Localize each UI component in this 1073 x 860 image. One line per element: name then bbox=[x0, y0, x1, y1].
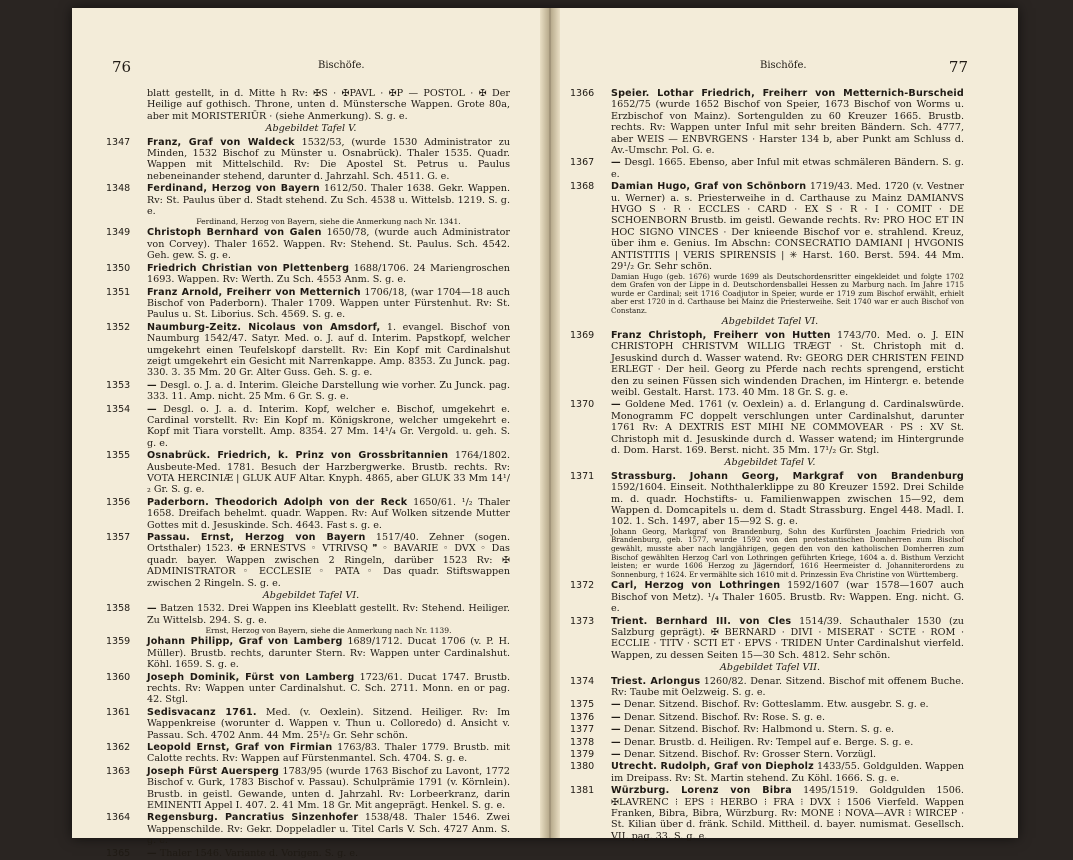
entry-heading: — bbox=[611, 749, 621, 761]
catalog-entry bbox=[106, 532, 510, 589]
entry-description: 1763/83. Thaler 1779. Brustb. mit Calotte rechts. Rv: Wappen auf Fürstenmantel. Sch. 4704. S. g. e. bbox=[147, 741, 510, 765]
entry-heading: Würzburg. Lorenz von Bibra bbox=[611, 785, 792, 797]
entry-heading: Ferdinand, Herzog von Bayern bbox=[147, 183, 320, 195]
entry-heading: — bbox=[147, 603, 157, 615]
running-head: Bischöfe. bbox=[760, 60, 807, 71]
entry-heading: Strassburg. Johann Georg, Markgraf von Brandenburg bbox=[611, 470, 964, 482]
entry-number: 1367 bbox=[570, 157, 595, 169]
entry-description: 1514/39. Schauthaler 1530 (zu Salzburg geprägt). ✠ BERNARD · DIVI · MISERAT · SCTE · ROM · ECCLIE · TITV · SCTI ET · EPVS · TRIDEN Unter Cardinalshut vierfeld. Wappen, zu dessen Seiten 15—30 Sch. 4812. Sehr schön. bbox=[611, 615, 964, 661]
entry-number: 1362 bbox=[106, 741, 131, 753]
catalog-entry bbox=[570, 399, 964, 456]
entry-number: 1369 bbox=[570, 329, 595, 341]
entry-number: 1364 bbox=[106, 812, 131, 824]
entry-description: 1538/48. Thaler 1546. Zwei Wappenschilde. Rv: Gekr. Doppeladler u. Titel Carls V. Sch. 4727 Anm. S. g. e. bbox=[147, 812, 510, 847]
entry-description: Denar. Sitzend. Bischof. Rv: Gotteslamm. Etw. ausgebr. S. g. e. bbox=[623, 699, 929, 711]
entry-description: Batzen 1532. Drei Wappen ins Kleeblatt gestellt. Rv: Stehend. Heiliger. Zu Wittelsb. 294. S. g. e. bbox=[147, 603, 510, 626]
entry-heading: Regensburg. Pancratius Sinzenhofer bbox=[147, 812, 359, 824]
entry-number: 1361 bbox=[106, 706, 131, 718]
catalog-entry bbox=[106, 741, 510, 765]
plate-caption: Abgebildet Tafel V. bbox=[265, 123, 357, 135]
entry-heading: Naumburg-Zeitz. Nicolaus von Amsdorf, bbox=[147, 321, 381, 333]
entry-description: 1612/50. Thaler 1638. Gekr. Wappen. Rv: St. Paulus über d. Stadt stehend. Zu Sch. 4538 u. Wittelsb. 1219. S. g. e. bbox=[147, 183, 510, 218]
entry-description: 1592/1604. Einseit. Noththalerklippe zu 80 Kreuzer 1592. Drei Schilde m. d. quadr. Hochstifts- u. Familienwappen zwischen 15—92, dem Wappen d. Domcapitels u. dem d. Stadt Strassburg. Engel 448. Madl. I. 102. 1. Sch. 1497, aber 15—92 S. g. e. bbox=[611, 482, 964, 528]
left-text-column bbox=[106, 88, 511, 860]
entry-number: 1353 bbox=[106, 379, 131, 391]
entry-number: 1378 bbox=[570, 736, 595, 748]
entry-heading: Joseph Fürst Auersperg bbox=[147, 765, 280, 777]
entry-heading: — bbox=[147, 403, 157, 415]
continuation-text: blatt gestellt, in d. Mitte h Rv: ✠S · ✠PAVL · ✠P — POSTOL · ✠ Der Heilige auf gothisch. Throne, unten d. Münstersche Wappen. Grote 80a, aber mit MORISTERIŪR · (siehe Anmerkung). S. g. e. bbox=[147, 88, 510, 122]
catalog-entry bbox=[570, 580, 964, 615]
entry-number: 1358 bbox=[106, 603, 131, 615]
entry-description: Thaler 1546. Variante d. Vorigen. S. g. e. bbox=[159, 847, 359, 859]
entry-description: 1723/61. Ducat 1747. Brustb. rechts. Rv: Wappen unter Cardinalshut. C. Sch. 2711. Monn. en or pag. 42. Stgl. bbox=[147, 671, 510, 706]
entry-number: 1380 bbox=[570, 761, 595, 773]
plate-caption: Abgebildet Tafel VII. bbox=[719, 662, 821, 674]
entry-heading: — bbox=[611, 711, 621, 723]
entry-number: 1360 bbox=[106, 671, 131, 683]
entry-number: 1357 bbox=[106, 532, 131, 544]
entry-number: 1366 bbox=[570, 88, 595, 99]
entry-number: 1365 bbox=[106, 847, 131, 859]
entry-number: 1352 bbox=[106, 321, 131, 333]
entry-heading: Joseph Dominik, Fürst von Lamberg bbox=[147, 671, 355, 683]
entry-number: 1373 bbox=[570, 615, 595, 627]
entry-footnote: Johann Georg, Markgraf von Brandenburg, Sohn des Kurfürsten Joachim Friedrich von Brandenburg, geb. 1577, wurde 1592 von den protestantischen Domherren zum Bischof gewählt, musste aber nach langjährigen, gegen den von den katholischen Domherren zum Bischof gewählten Herzog Carl von Lothringen geführten Kriege, 1604 a. d. Bisthum Verzicht leisten; er wurde 1606 Herzog zu Jägerndorf, 1616 Heermeister d. Johanniterordens zu Sonnenburg, † 1624. Er vermählte sich 1610 mit d. Prinzessin Eva Christine von Württemberg. bbox=[611, 526, 964, 579]
entry-description: Goldene Med. 1761 (v. Oexlein) a. d. Erlangung d. Cardinalswürde. Monogramm FC doppelt verschlungen unter Cardinalshut, darunter 1761 Rv: A DEXTRIS EST MIHI NE COMMOVEAR · PS : XV St. Christoph mit d. Jesuskinde durch d. Wasser watend; im Hintergrunde d. Dom. Harst. 169. Berst. nicht. 35 Mm. 17¹/₂ Gr. Stgl. bbox=[611, 399, 964, 456]
entry-description: 1783/95 (wurde 1763 Bischof zu Lavont, 1772 Bischof v. Gurk, 1783 Bischof v. Passau). Schulprämie 1791 (v. Körnlein). Brustb. in geistl. Gewande, unten d. Jahrzahl. Rv: Lorbeerkranz, darin EMINENTI Appel I. 407. 2. 41 Mm. 18 Gr. Mit angeprägt. Henkel. S. g. e. bbox=[147, 765, 510, 811]
entry-heading: — bbox=[611, 724, 621, 736]
entry-heading: — bbox=[611, 736, 621, 748]
entry-heading: — bbox=[147, 379, 157, 391]
entry-heading: — bbox=[611, 699, 621, 711]
plate-caption: Abgebildet Tafel VI. bbox=[721, 316, 819, 328]
book-spread bbox=[72, 8, 1018, 859]
entry-heading: Carl, Herzog von Lothringen bbox=[611, 580, 781, 592]
catalog-entry bbox=[570, 615, 964, 662]
catalog-entry bbox=[570, 470, 964, 580]
book-gutter bbox=[540, 8, 560, 838]
entry-description: Denar. Sitzend. Bischof. Rv: Rose. S. g. e. bbox=[623, 711, 826, 723]
catalog-entry bbox=[106, 262, 510, 286]
entry-number: 1377 bbox=[570, 724, 595, 736]
catalog-entry bbox=[570, 785, 964, 842]
catalog-entry-list bbox=[106, 136, 511, 859]
entry-description: 1. evangel. Bischof von Naumburg 1542/47. Satyr. Med. o. J. auf d. Interim. Papstkopf, welcher umgekehrt einen Teufelskopf darstellt. Rv: Ein Kopf mit Cardinalshut zeigt umgekehrt ein Gesicht mit Narrenkappe. Amp. 8353. Zu Junck. pag. 330. 3. 35 Mm. 20 Gr. Alter Guss. Geh. S. g. e. bbox=[147, 321, 511, 379]
catalog-entry bbox=[106, 227, 510, 262]
catalog-entry bbox=[570, 88, 964, 157]
catalog-entry bbox=[106, 136, 510, 183]
entry-description: 1706/18, (war 1704—18 auch Bischof von Paderborn). Thaler 1709. Wappen unter Fürstenhut. Rv: St. Paulus u. St. Liborius. Sch. 4569. S. g. e. bbox=[147, 286, 510, 321]
entry-number: 1349 bbox=[106, 227, 131, 239]
entry-description: 1592/1607 (war 1578—1607 auch Bischof von Metz). ¹/₄ Thaler 1605. Brustb. Rv: Wappen. Eng. nicht. G. e. bbox=[611, 580, 964, 615]
catalog-entry bbox=[106, 286, 510, 321]
entry-description: 1517/40. Zehner (sogen. Ortsthaler) 1523. ✠ ERNESTVS ◦ VTRIVSQ ❞ ◦ BAVARIE ◦ DVX ◦ Das quadr. bayer. Wappen zwischen 2 Ringeln, darüber 1523 Rv: ✠ ADMINISTRATOR ◦ ECCLESIE ◦ PATA ◦ Das quadr. Stiftswappen zwischen 2 Ringeln. S. g. e. bbox=[147, 532, 510, 589]
running-head: Bischöfe. bbox=[318, 60, 365, 71]
right-text-column bbox=[570, 88, 964, 843]
entry-heading: Passau. Ernst, Herzog von Bayern bbox=[147, 532, 366, 544]
plate-caption: Abgebildet Tafel V. bbox=[724, 457, 816, 469]
catalog-entry bbox=[106, 706, 510, 741]
catalog-entry bbox=[106, 403, 510, 450]
entry-number: 1376 bbox=[570, 711, 595, 723]
entry-description: 1652/75 (wurde 1652 Bischof von Speier, 1673 Bischof von Worms u. Erzbischof von Mainz). Sortengulden zu 60 Kreuzer 1665. Brustb. rechts. Rv: Wappen unter Inful mit sehr breiten Bändern. Sch. 4777, aber WEIS — ENBVRGENS · Harster 134 b, aber Punkt am Schluss d. Av.-Umschr. Pol. G. e. bbox=[611, 99, 964, 157]
entry-description: 1689/1712. Ducat 1706 (v. P. H. Müller). Brustb. rechts, darunter Stern. Rv: Wappen unter Cardinalshut. Köhl. 1659. S. g. e. bbox=[147, 636, 510, 671]
catalog-entry bbox=[106, 496, 510, 531]
catalog-entry bbox=[106, 603, 510, 636]
entry-heading: Leopold Ernst, Graf von Firmian bbox=[147, 741, 333, 753]
catalog-entry bbox=[106, 183, 510, 227]
catalog-entry bbox=[570, 181, 964, 315]
entry-heading: — bbox=[611, 157, 621, 169]
entry-number: 1381 bbox=[570, 785, 595, 797]
catalog-entry bbox=[106, 671, 510, 706]
entry-description: 1532/53, (wurde 1530 Administrator zu Minden, 1532 Bischof zu Münster u. Osnabrück). Thaler 1535. Quadr. Wappen mit Mittelschild. Rv: Die Apostel St. Petrus u. Paulus nebeneinander stehend, darunter d. Jahrzahl. Sch. 4511. G. e. bbox=[147, 136, 510, 182]
entry-heading: Utrecht. Rudolph, Graf von Diepholz bbox=[611, 761, 814, 773]
entry-number: 1347 bbox=[106, 136, 131, 148]
catalog-entry bbox=[570, 329, 964, 398]
entry-number: 1375 bbox=[570, 699, 595, 711]
catalog-entry bbox=[570, 736, 964, 748]
page-number: 77 bbox=[948, 58, 968, 76]
catalog-entry bbox=[106, 636, 510, 671]
entry-heading: Damian Hugo, Graf von Schönborn bbox=[611, 181, 807, 193]
entry-number: 1371 bbox=[570, 470, 595, 482]
plate-caption: Abgebildet Tafel VI. bbox=[262, 590, 360, 602]
catalog-entry bbox=[106, 450, 510, 496]
entry-description: 1650/61. ¹/₂ Thaler 1658. Dreifach behelmt. quadr. Wappen. Rv: Auf Wolken sitzende Mutter Gottes mit d. Jesuskinde. Sch. 4643. Fast s. g. e. bbox=[147, 496, 510, 531]
entry-description: 1764/1802. Ausbeute-Med. 1781. Besuch der Harzbergwerke. Brustb. rechts. Rv: VOTA HERCINIÆ | GLUK AUF Altar. Knyph. 4865, aber GLUK 33 Mm 14¹/₂ Gr. S. g. e. bbox=[147, 450, 510, 496]
right-page bbox=[560, 8, 1018, 842]
entry-number: 1354 bbox=[106, 403, 131, 415]
entry-heading: Johann Philipp, Graf von Lamberg bbox=[147, 636, 343, 648]
entry-number: 1370 bbox=[570, 399, 595, 411]
entry-heading: Christoph Bernhard von Galen bbox=[147, 227, 322, 239]
catalog-entry bbox=[570, 711, 964, 723]
entry-number: 1348 bbox=[106, 183, 131, 195]
entry-heading: Paderborn. Theodorich Adolph von der Reck bbox=[147, 496, 408, 508]
entry-description: Desgl. o. J. a. d. Interim. Gleiche Darstellung wie vorher. Zu Junck. pag. 333. 11. Amp. nicht. 25 Mm. 6 Gr. S. g. e. bbox=[147, 379, 510, 403]
entry-description: Denar. Sitzend. Bischof. Rv: Halbmond u. Stern. S. g. e. bbox=[623, 724, 895, 736]
entry-heading: Speier. Lothar Friedrich, Freiherr von Metternich-Burscheid bbox=[611, 88, 964, 99]
entry-description: 1719/43. Med. 1720 (v. Vestner u. Werner) a. s. Priesterweihe in d. Carthause zu Mainz DAMIANVS HVGO S · R · ECCLES · CARD · EX S · R · I · COMIT · DE SCHOENBORN Brustb. im geistl. Gewande rechts. Rv: PRO HOC ET IN HOC SIGNO VINCES · Der knieende Bischof vor e. strahlend. Kreuz, über ihm e. Genius. Im Abschn: CONSECRATIO DAMIANI | HVGONIS ANTISTITIS | VERIS SPIRENSIS | ✳ Harst. 160. Berst. 594. 44 Mm. 29¹/₂ Gr. Sehr schön. bbox=[611, 181, 964, 273]
entry-number: 1356 bbox=[106, 496, 131, 508]
catalog-entry bbox=[570, 749, 964, 761]
catalog-entry bbox=[570, 157, 964, 180]
entry-heading: — bbox=[611, 399, 621, 411]
catalog-entry bbox=[106, 812, 510, 847]
left-page bbox=[72, 8, 540, 859]
entry-heading: Sedisvacanz 1761. bbox=[147, 706, 257, 718]
entry-footnote: Ernst, Herzog von Bayern, siehe die Anmerkung nach Nr. 1139. bbox=[205, 626, 452, 636]
entry-heading: Friedrich Christian von Plettenberg bbox=[147, 262, 350, 274]
entry-description: Desgl. 1665. Ebenso, aber Inful mit etwas schmäleren Bändern. S. g. e. bbox=[611, 157, 964, 180]
entry-number: 1351 bbox=[106, 286, 131, 298]
catalog-entry bbox=[106, 847, 510, 859]
entry-description: 1260/82. Denar. Sitzend. Bischof mit offenem Buche. Rv: Taube mit Oelzweig. S. g. e. bbox=[611, 675, 964, 698]
entry-number: 1363 bbox=[106, 765, 131, 777]
entry-description: 1743/70. Med. o. J. EIN CHRISTOPH CHRISTVM WILLIG TRÆGT · St. Christoph mit d. Jesuskind durch d. Wasser watend. Rv: GEORG DER CHRISTEN FEIND ERLEGT · Der heil. Georg zu Pferde nach rechts sprengend, ersticht den zu seinen Füssen sich windenden Drachen, im Hintergr. e. betende weibl. Gestalt. Harst. 173. 40 Mm. 18 Gr. S. g. e. bbox=[611, 329, 964, 398]
entry-heading: Franz, Graf von Waldeck bbox=[147, 136, 295, 148]
entry-footnote: Ferdinand, Herzog von Bayern, siehe die Anmerkung nach Nr. 1341. bbox=[196, 217, 461, 227]
entry-heading: — bbox=[147, 847, 157, 859]
catalog-entry bbox=[570, 724, 964, 736]
entry-description: 1495/1519. Goldgulden 1506. ✠LAVRENC ⁝ EPS ⁝ HERBO ⁝ FRA ⁝ DVX ⁝ 1506 Vierfeld. Wappen Franken, Bibra, Bibra, Würzburg. Rv: MONE ⁝ NOVA—AVR ⁝ WIRCEP · St. Kilian über d. fränk. Schild. Mittheil. d. bayer. numismat. Gesellsch. VII. pag. 33. S. g. e. bbox=[611, 785, 964, 842]
entry-heading: Osnabrück. Friedrich, k. Prinz von Grossbritannien bbox=[147, 450, 449, 462]
entry-footnote: Damian Hugo (geb. 1676) wurde 1699 als Deutschordensritter eingekleidet und folgte 1702 dem Grafen von der Lippe in d. Deutschordensballei Hessen zu Marburg nach. Im Jahre 1715 wurde er Cardinal; seit 1716 Coadjutor in Speier, wurde er 1719 zum Bischof erwählt, erhielt aber erst 1720 in d. Carthause bei Mainz die Priesterweihe. Seit 1740 war er auch Bischof von Constanz. bbox=[611, 271, 964, 315]
entry-description: Desgl. o. J. a. d. Interim. Kopf, welcher e. Bischof, umgekehrt e. Cardinal vorstellt. Rv: Ein Kopf m. Königskrone, welcher umgekehrt e. Kopf mit Tiara vorstellt. Amp. 8354. 27 Mm. 14¹/₄ Gr. Vergold. u. geh. S. g. e. bbox=[147, 403, 510, 449]
entry-description: Denar. Sitzend. Bischof. Rv: Grosser Stern. Vorzügl. bbox=[623, 749, 877, 761]
entry-number: 1350 bbox=[106, 262, 131, 274]
entry-heading: Triest. Arlongus bbox=[611, 675, 701, 687]
entry-heading: Trient. Bernhard III. von Cles bbox=[611, 615, 792, 627]
catalog-entry-list bbox=[570, 88, 964, 842]
entry-number: 1355 bbox=[106, 450, 131, 462]
entry-heading: Franz Christoph, Freiherr von Hutten bbox=[611, 329, 831, 341]
entry-number: 1372 bbox=[570, 580, 595, 592]
page-number: 76 bbox=[112, 58, 132, 76]
entry-number: 1359 bbox=[106, 636, 131, 648]
entry-number: 1374 bbox=[570, 675, 595, 687]
catalog-entry bbox=[106, 321, 511, 379]
entry-description: 1650/78, (wurde auch Administrator von Corvey). Thaler 1652. Wappen. Rv: Stehend. St. Paulus. Sch. 4542. Geh. gew. S. g. e. bbox=[147, 227, 510, 262]
entry-number: 1368 bbox=[570, 181, 595, 193]
entry-description: 1688/1706. 24 Mariengroschen 1693. Wappen. Rv: Werth. Zu Sch. 4553 Anm. S. g. e. bbox=[147, 262, 510, 286]
entry-heading: Franz Arnold, Freiherr von Metternich bbox=[147, 286, 361, 298]
catalog-entry bbox=[570, 699, 964, 711]
catalog-entry bbox=[106, 765, 510, 812]
catalog-entry bbox=[570, 761, 964, 784]
entry-description: Denar. Brustb. d. Heiligen. Rv: Tempel auf e. Berge. S. g. e. bbox=[623, 736, 914, 748]
entry-description: 1433/55. Goldgulden. Wappen im Dreipass. Rv: St. Martin stehend. Zu Köhl. 1666. S. g. e. bbox=[611, 761, 964, 784]
entry-number: 1379 bbox=[570, 749, 595, 761]
catalog-entry bbox=[106, 379, 510, 403]
catalog-entry bbox=[570, 675, 964, 699]
entry-description: Med. (v. Oexlein). Sitzend. Heiliger. Rv: Im Wappenkreise (worunter d. Wappen v. Thun u. Colloredo) d. Ansicht v. Passau. Sch. 4702 Anm. 44 Mm. 25¹/₂ Gr. Sehr schön. bbox=[147, 706, 510, 741]
